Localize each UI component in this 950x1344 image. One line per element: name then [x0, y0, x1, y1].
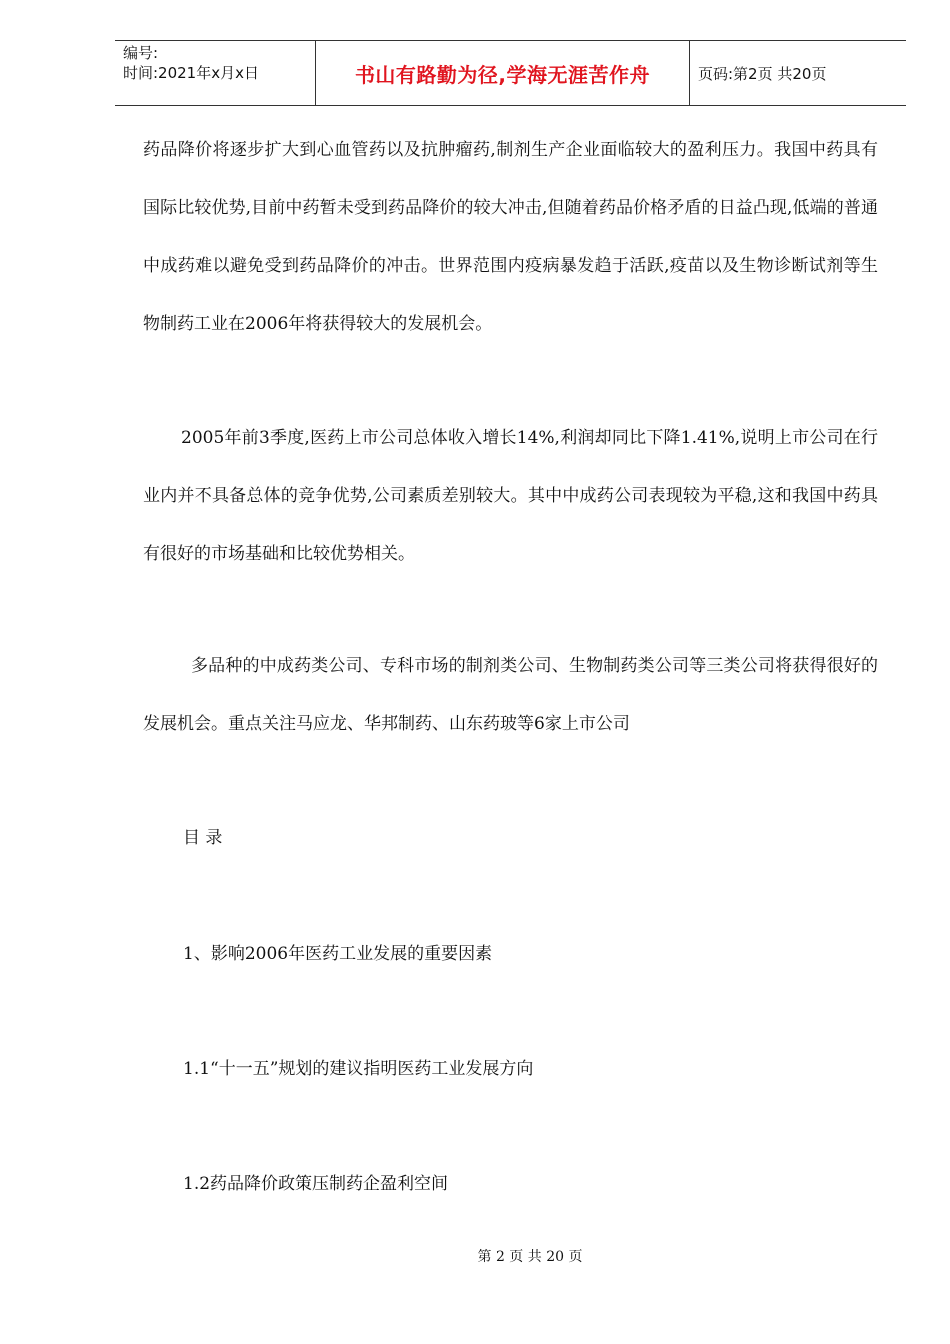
toc-title: 目 录	[183, 828, 223, 848]
header-motto: 书山有路勤为径,学海无涯苦作舟	[315, 41, 690, 105]
document-number-label: 编号:	[123, 44, 159, 62]
page-footer: 第 2 页 共 20 页	[477, 1249, 583, 1265]
page-header	[115, 40, 906, 106]
body-paragraph-3: 多品种的中成药类公司、专科市场的制剂类公司、生物制药类公司等三类公司将获得很好的发展机会。重点关注马应龙、华邦制药、山东药玻等6家上市公司	[143, 656, 878, 734]
body-paragraph-2: 2005年前3季度,医药上市公司总体收入增长14%,利润却同比下降1.41%,说明上市公司在行业内并不具备总体的竞争优势,公司素质差别较大。其中中成药公司表现较为平稳,这和我国中药具有很好的市场基础和比较优势相关。	[143, 428, 878, 564]
toc-item-1-1: 1.1“十一五”规划的建议指明医药工业发展方向	[183, 1059, 534, 1079]
document-date-label: 时间:2021年x月x日	[123, 64, 259, 82]
header-meta	[115, 41, 315, 105]
toc-item-1: 1、影响2006年医药工业发展的重要因素	[183, 944, 493, 964]
header-page-label: 页码:第2页 共20页	[698, 64, 827, 83]
toc-item-1-2: 1.2药品降价政策压制药企盈利空间	[183, 1174, 449, 1194]
body-paragraph-1: 药品降价将逐步扩大到心血管药以及抗肿瘤药,制剂生产企业面临较大的盈利压力。我国中药具有国际比较优势,目前中药暂未受到药品降价的较大冲击,但随着药品价格矛盾的日益凸现,低端的普通中成药难以避免受到药品降价的冲击。世界范围内疫病暴发趋于活跃,疫苗以及生物诊断试剂等生物制药工业在2006年将获得较大的发展机会。	[143, 140, 878, 334]
